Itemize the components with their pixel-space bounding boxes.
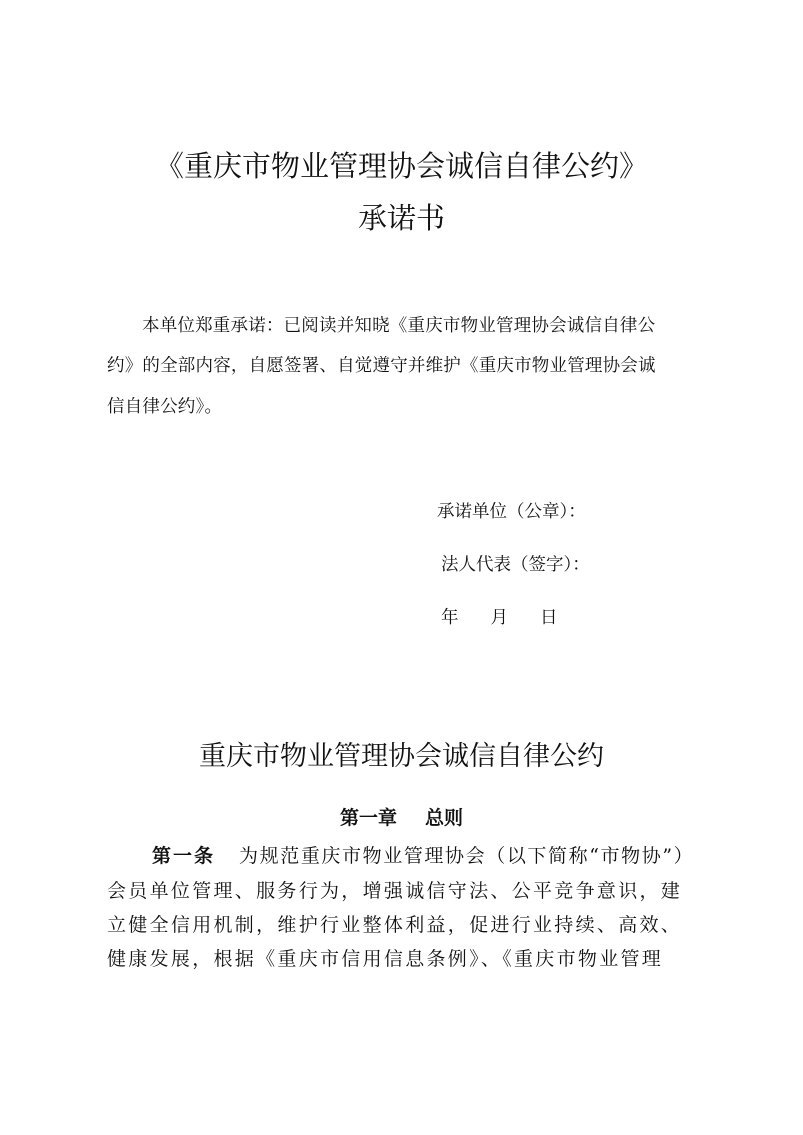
chapter-number: 第一章 [339, 807, 397, 829]
article-line: 健康发展，根据《重庆市信用信息条例》、《重庆市物业管理 [107, 948, 664, 970]
article-line [152, 841, 694, 868]
signature-date-label [441, 604, 558, 629]
date-year-label: 年 [441, 608, 459, 628]
date-month-label: 月 [490, 608, 508, 628]
chapter-heading [0, 803, 803, 830]
convention-title: 重庆市物业管理协会诚信自律公约 [199, 741, 604, 772]
chapter-name: 总则 [425, 807, 464, 829]
pledge-body-line: 约》的全部内容，自愿签署、自觉遵守并维护《重庆市物业管理协会诚 [107, 356, 656, 376]
article-line: 会员单位管理、服务行为，增强诚信守法、公平竞争意识，建 [107, 880, 683, 902]
article-number: 第一条 [152, 845, 216, 867]
date-day-label: 日 [540, 608, 558, 628]
pledge-subtitle: 承诺书 [357, 201, 445, 235]
signature-representative-label: 法人代表（签字）： [441, 555, 590, 575]
pledge-body-line: 信自律公约》。 [107, 397, 223, 417]
signature-unit-label: 承诺单位（公章）： [437, 502, 586, 522]
pledge-title: 《重庆市物业管理协会诚信自律公约》 [154, 149, 648, 183]
article-text: 为规范重庆市物业管理协会（以下简称“市物协”） [239, 845, 695, 867]
article-line: 立健全信用机制，维护行业整体利益，促进行业持续、高效、 [107, 914, 683, 936]
pledge-body-line: 本单位郑重承诺：已阅读并知晓《重庆市物业管理协会诚信自律公 [142, 316, 656, 336]
